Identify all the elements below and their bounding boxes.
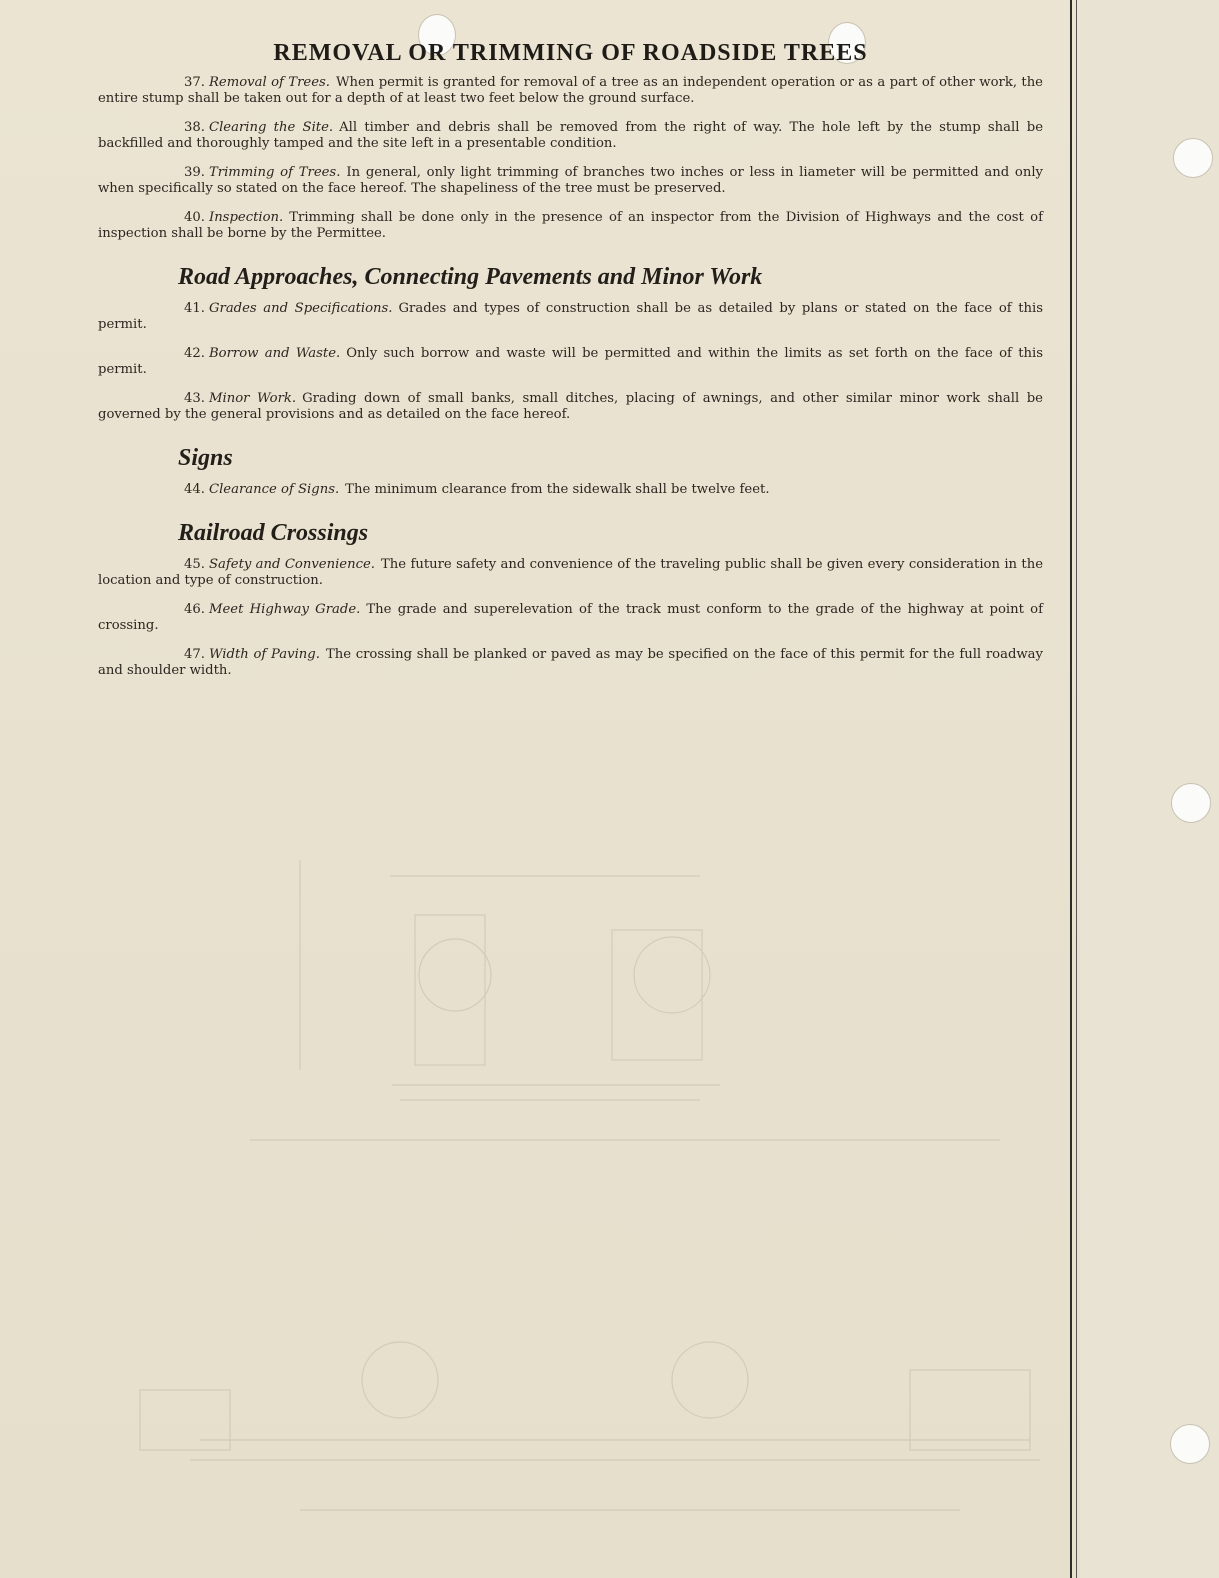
rule-paragraph (98, 210, 1043, 242)
rule-number: 43. (184, 391, 205, 406)
rule-heading: Minor Work. (208, 391, 297, 406)
rule-text: Grading down of small banks, small ditches, placing of awnings, and other similar minor work shall be governed by the general provisions and as detailed on the face hereof. (98, 391, 1043, 422)
rule-text: The future safety and convenience of the traveling public shall be given every consideration in the location and type of construction. (98, 557, 1044, 588)
rule-number: 44. (184, 482, 205, 497)
rule-paragraph (98, 301, 1043, 333)
signs-rules (98, 482, 1043, 498)
rule-number: 40. (184, 210, 205, 225)
rule-number: 41. (184, 301, 205, 316)
rule-heading: Meet Highway Grade. (208, 602, 361, 617)
rule-heading: Clearance of Signs. (208, 482, 340, 497)
rule-number: 47. (184, 647, 205, 662)
rule-text: The crossing shall be planked or paved as may be specified on the face of this permit for the full roadway and shoulder width. (98, 647, 1043, 678)
rule-number: 37. (184, 75, 205, 90)
punch-hole (1170, 1424, 1210, 1464)
rule-paragraph (98, 346, 1043, 378)
rule-heading: Width of Paving. (208, 647, 320, 662)
rule-text: Grades and types of construction shall be as detailed by plans or stated on the face of this permit. (98, 301, 1043, 332)
rule-heading: Clearing the Site. (208, 120, 334, 135)
punch-hole (1173, 138, 1213, 178)
rule-heading: Inspection. (208, 210, 284, 225)
section-heading-railroad: Railroad Crossings (178, 520, 369, 546)
section-heading-signs: Signs (178, 445, 233, 471)
rule-heading: Trimming of Trees. (208, 165, 341, 180)
rule-paragraph (98, 391, 1043, 423)
rule-text: Trimming shall be done only in the presence of an inspector from the Division of Highways and the cost of inspection shall be borne by the Permittee. (98, 210, 1043, 241)
rule-paragraph (98, 165, 1043, 197)
rule-text: When permit is granted for removal of a tree as an independent operation or as a part of other work, the entire stump shall be taken out for a depth of at least two feet below the ground surface. (98, 75, 1043, 106)
rule-paragraph (98, 602, 1043, 634)
road-rules (98, 301, 1043, 423)
rule-heading: Safety and Convenience. (208, 557, 375, 572)
document-body (98, 40, 1043, 692)
rule-heading: Removal of Trees. (208, 75, 330, 90)
section-heading-road: Road Approaches, Connecting Pavements and Minor Work (178, 264, 763, 290)
rule-text: All timber and debris shall be removed from the right of way. The hole left by the stump shall be backfilled and thoroughly tamped and the site left in a presentable condition. (98, 120, 1043, 151)
rule-number: 38. (184, 120, 205, 135)
railroad-rules (98, 557, 1043, 679)
rule-text: Only such borrow and waste will be permitted and within the limits as set forth on the face of this permit. (98, 346, 1043, 377)
rule-number: 39. (184, 165, 205, 180)
rule-text: The grade and superelevation of the track must conform to the grade of the highway at point of crossing. (98, 602, 1043, 633)
page-title: REMOVAL OR TRIMMING OF ROADSIDE TREES (273, 40, 868, 66)
rule-number: 42. (184, 346, 205, 361)
rule-text: The minimum clearance from the sidewalk shall be twelve feet. (345, 482, 770, 497)
trees-rules (98, 75, 1043, 242)
rule-number: 45. (184, 557, 205, 572)
rule-heading: Grades and Specifications. (208, 301, 393, 316)
punch-hole (1171, 783, 1211, 823)
rule-paragraph (98, 557, 1043, 589)
rule-paragraph (98, 647, 1043, 679)
rule-number: 46. (184, 602, 205, 617)
rule-text: In general, only light trimming of branches two inches or less in liameter will be permitted and only when specifically so stated on the face hereof. The shapeliness of the tree must be preserved. (98, 165, 1043, 196)
rule-heading: Borrow and Waste. (208, 346, 341, 361)
rule-paragraph (98, 482, 1043, 498)
rule-paragraph (98, 120, 1043, 152)
rule-paragraph (98, 75, 1043, 107)
